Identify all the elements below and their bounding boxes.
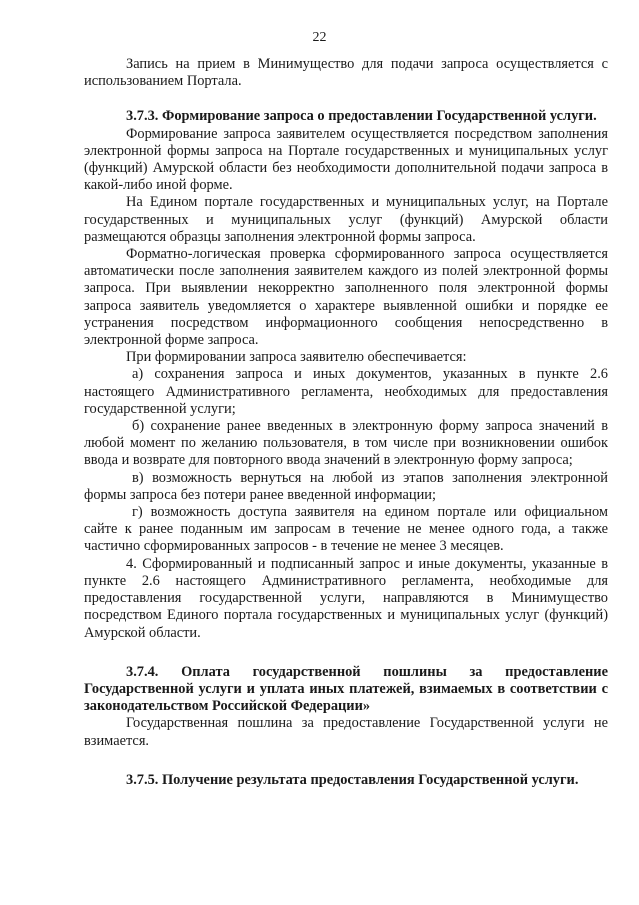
section-3-7-3-heading: 3.7.3. Формирование запроса о предоставлении Государственной услуги.	[126, 108, 597, 125]
paragraph: На Едином портале государственных и муниципальных услуг, на Портале государственных и муниципальных услуг (функций) Амурской области размещаются образцы заполнения электронной формы запроса.	[84, 194, 608, 245]
spacer	[84, 750, 608, 772]
page-content	[84, 56, 608, 789]
paragraph: Форматно-логическая проверка сформированного запроса осуществляется автоматически после заполнения заявителем каждого из полей электронной формы запроса. При выявлении некорректно заполненного поля электронной формы запроса заявитель уведомляется о характере выявленной ошибки и порядке ее устранения посредством информационного сообщения непосредственно в электронной форме запроса.	[84, 246, 608, 349]
paragraph: Формирование запроса заявителем осуществляется посредством заполнения электронной формы запроса на Портале государственных и муниципальных услуг (функций) Амурской области без необходимости дополнительной подачи запроса в какой-либо иной форме.	[84, 125, 608, 194]
page-number: 22	[312, 30, 327, 45]
list-item: г) возможность доступа заявителя на едином портале или официальном сайте к ранее поданным им запросам в течение не менее одного года, а также частично сформированных запросов - в течение не менее 3 месяцев.	[84, 504, 608, 555]
section-3-7-5-heading: 3.7.5. Получение результата предоставления Государственной услуги.	[126, 771, 579, 788]
spacer	[84, 90, 608, 108]
spacer	[84, 642, 608, 664]
list-item: б) сохранение ранее введенных в электронную форму запроса значений в любой момент по желанию пользователя, в том числе при возникновении ошибок ввода и возврате для повторного ввода значений в электронную форму запроса;	[84, 418, 608, 469]
paragraph: При формировании запроса заявителю обеспечивается:	[126, 349, 467, 366]
intro-paragraph: Запись на прием в Минимущество для подачи запроса осуществляется с использованием Портала.	[84, 56, 608, 90]
numbered-item: 4. Сформированный и подписанный запрос и иные документы, указанные в пункте 2.6 настоящего Административного регламента, необходимые для предоставления государственной услуги, направляются в Минимущество посредством Единого портала государственных и муниципальных услуг (функций) Амурской области.	[84, 555, 608, 641]
list-item: а) сохранения запроса и иных документов, указанных в пункте 2.6 настоящего Административного регламента, необходимых для предоставления государственной услуги;	[84, 366, 608, 417]
paragraph: Государственная пошлина за предоставление Государственной услуги не взимается.	[84, 715, 608, 749]
list-item: в) возможность вернуться на любой из этапов заполнения электронной формы запроса без потери ранее введенной информации;	[84, 469, 608, 503]
section-3-7-4-heading: 3.7.4. Оплата государственной пошлины за предоставление Государственной услуги и уплата иных платежей, взимаемых в соответствии с законодательством Российской Федерации»	[84, 663, 608, 715]
